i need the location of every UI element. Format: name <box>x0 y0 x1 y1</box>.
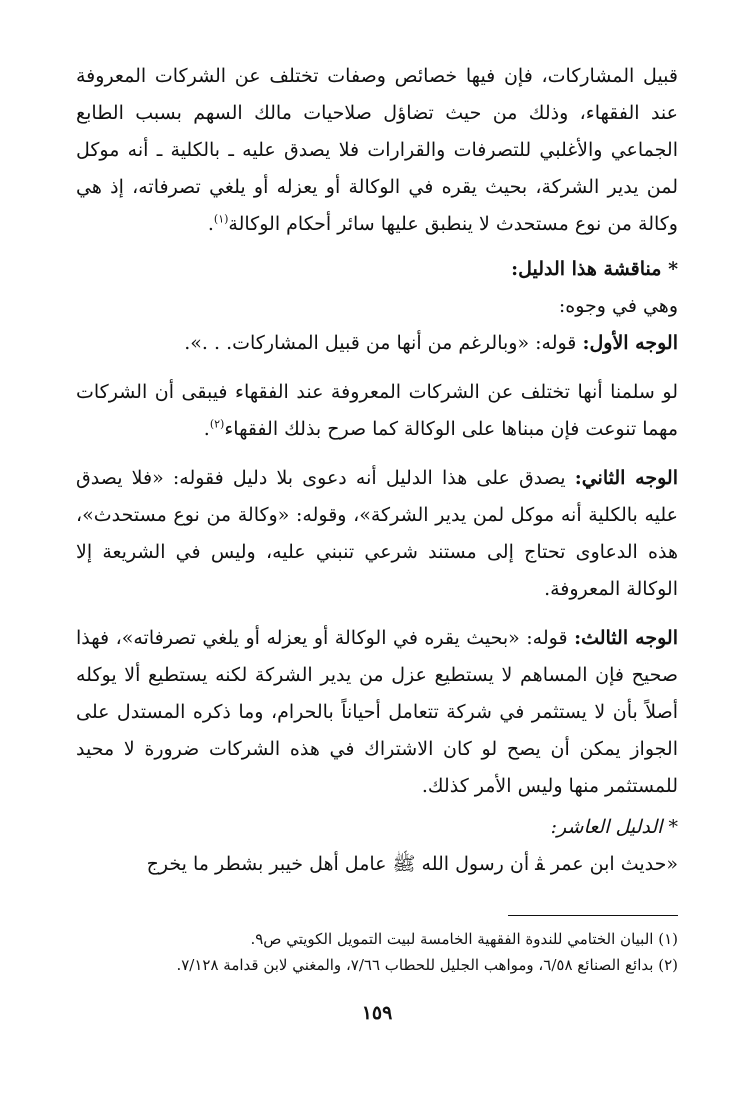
footnote-ref-1[interactable]: (١) <box>213 212 229 226</box>
face3-label: الوجه الثالث: <box>574 627 678 649</box>
face1-body-end: . <box>203 418 210 440</box>
face3-body: فهذا صحيح فإن المساهم لا يستطيع عزل من يدير الشركة لكنه يستطيع ألا يوكله أصلاً بأن لا يستثمر في شركة تتعامل أحياناً بالحرام، وما ذكره المستدل على الجواز يمكن أن يصح لو كان الاشتراك في هذه الشركات ضرورة لا محيد للمستثمر منها وليس الأمر كذلك. <box>76 627 678 797</box>
evidence10-heading: * الدليل العاشر: <box>550 816 678 838</box>
intro-text: قبيل المشاركات، فإن فيها خصائص وصفات تختلف عن الشركات المعروفة عند الفقهاء، وذلك من حيث تضاؤل صلاحيات مالك السهم بسبب الطابع الجماعي والأغلبي للتصرفات والقرارات فلا يصدق عليه ـ بالكلية ـ أنه موكل لمن يدير الشركة، بحيث يقره في الوكالة أو يعزله أو يلغي تصرفاته، إذ هي وكالة من نوع مستحدث لا ينطبق عليها سائر أحكام الوكالة <box>76 65 678 235</box>
footnote-1-number: (١) <box>658 930 678 948</box>
face2-body: يصدق على هذا الدليل أنه دعوى بلا دليل فقوله: «فلا يصدق عليه بالكلية أنه موكل لمن يدير الشركة»، وقوله: «وكالة من نوع مستحدث»، هذه الدعاوى تحتاج إلى مستند شرعي تنبني عليه، وليس في الشريعة إلا الوكالة المعروفة. <box>76 467 678 600</box>
discussion-heading: * مناقشة هذا الدليل: <box>511 258 678 280</box>
face3-quote: قوله: «بحيث يقره في الوكالة أو يعزله أو يلغي تصرفاته»، <box>115 627 568 649</box>
face1-body <box>76 374 678 448</box>
discussion-subheading: وهي في وجوه: <box>558 295 678 317</box>
page-number: ١٥٩ <box>361 1002 393 1024</box>
face3-paragraph <box>76 620 678 805</box>
footnote-2 <box>76 952 678 978</box>
footnote-divider <box>508 915 678 916</box>
footnote-2-number: (٢) <box>658 956 678 974</box>
intro-end: . <box>207 213 214 235</box>
face2-label: الوجه الثاني: <box>574 467 678 489</box>
face1-body-text: لو سلمنا أنها تختلف عن الشركات المعروفة عند الفقهاء فيبقى أن الشركات مهما تنوعت فإن مبناها على الوكالة كما صرح بذلك الفقهاء <box>76 381 678 440</box>
footnote-2-text: بدائع الصنائع ٦/٥٨، ومواهب الجليل للحطاب ٧/٦٦، والمغني لابن قدامة ٧/١٢٨. <box>176 956 654 974</box>
evidence10-text: «حديث ابن عمر ﭭ أن رسول الله ﷺ عامل أهل خيبر بشطر ما يخرج <box>146 853 678 875</box>
footnote-1 <box>76 926 678 952</box>
footnote-ref-2[interactable]: (٢) <box>209 417 225 431</box>
footnote-1-text: البيان الختامي للندوة الفقهية الخامسة لبيت التمويل الكويتي ص٩. <box>250 930 654 948</box>
face2-paragraph <box>76 460 678 608</box>
face1-label: الوجه الأول: <box>582 332 678 354</box>
intro-paragraph <box>76 58 678 243</box>
face1-quote-line <box>76 325 678 362</box>
face1-quote: قوله: «وبالرغم من أنها من قبيل المشاركات. . .». <box>184 332 577 354</box>
